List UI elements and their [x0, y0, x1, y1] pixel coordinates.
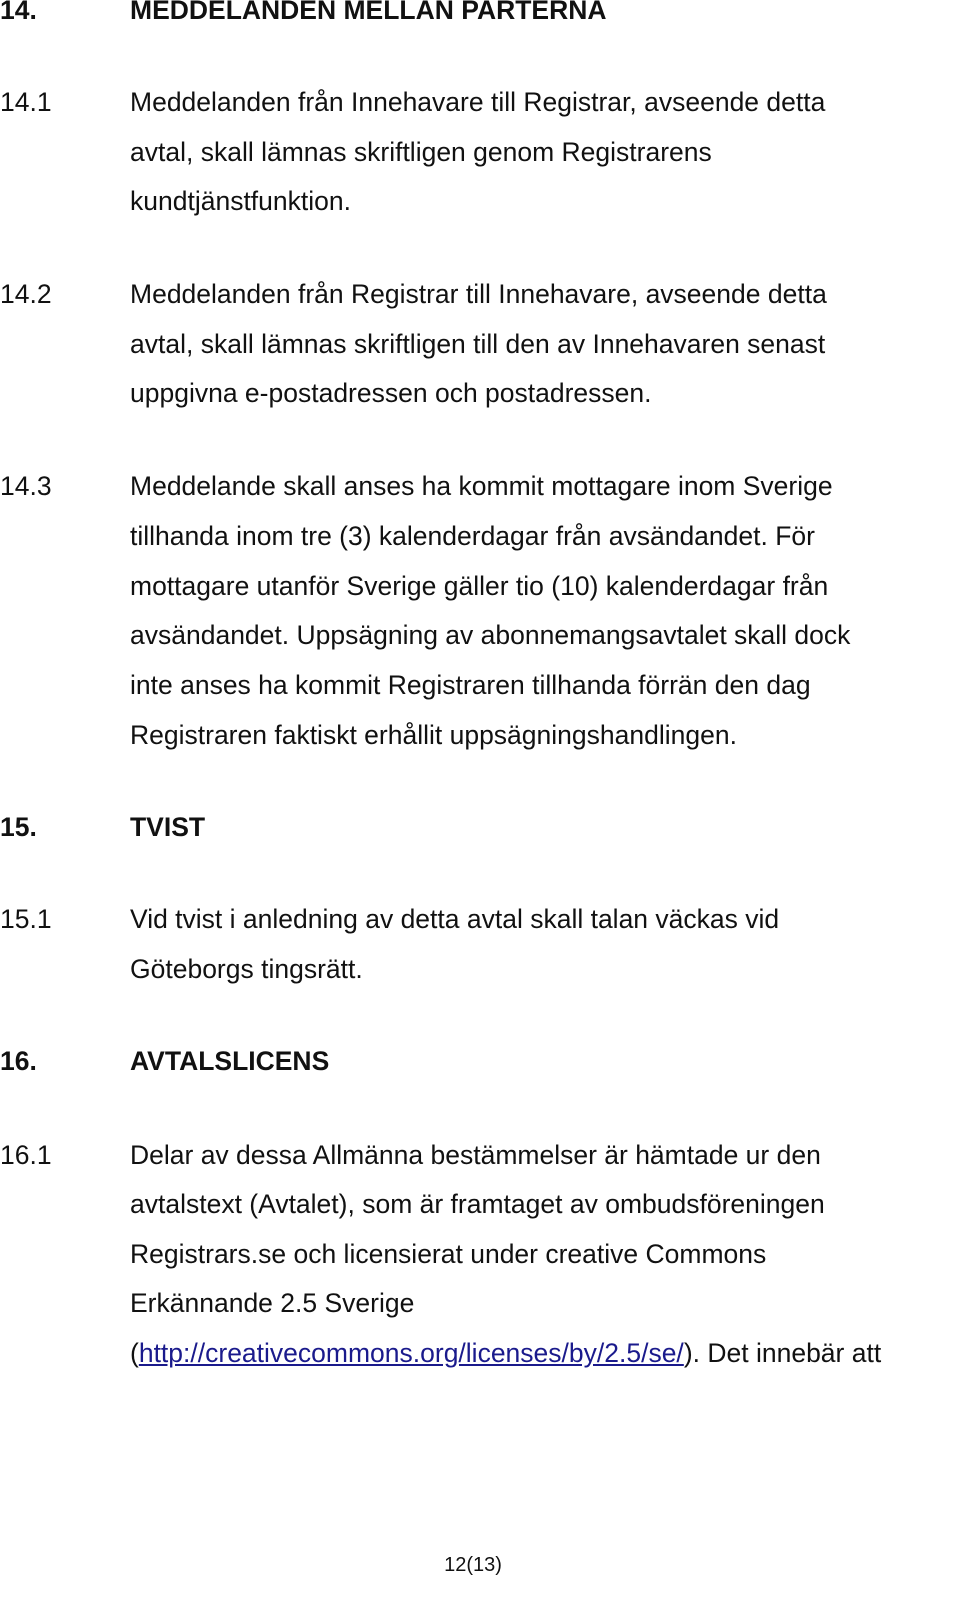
- paren-open: (: [130, 1338, 139, 1368]
- clause-text: kundtjänstfunktion.: [130, 186, 351, 216]
- clause-text-with-link: [130, 1337, 881, 1369]
- clause-text: Erkännande 2.5 Sverige: [130, 1288, 415, 1318]
- clause-text: Meddelanden från Registrar till Innehavare, avseende detta: [130, 279, 827, 309]
- section-number: 16.: [0, 1046, 37, 1076]
- clause-number: 14.3: [0, 471, 52, 501]
- clause-text: Vid tvist i anledning av detta avtal skall talan väckas vid: [130, 904, 780, 934]
- clause-text: avtal, skall lämnas skriftligen till den av Innehavaren senast: [130, 329, 826, 359]
- clause-number: 14.2: [0, 279, 52, 309]
- clause-number: 14.1: [0, 87, 52, 117]
- section-title: MEDDELANDEN MELLAN PARTERNA: [130, 0, 607, 25]
- clause-text: Registrars.se och licensierat under creative Commons: [130, 1239, 767, 1269]
- clause-text: mottagare utanför Sverige gäller tio (10) kalenderdagar från: [130, 571, 829, 601]
- clause-text: Göteborgs tingsrätt.: [130, 954, 363, 984]
- clause-text: Meddelanden från Innehavare till Registrar, avseende detta: [130, 87, 826, 117]
- trailing-text: ). Det innebär att: [683, 1338, 882, 1368]
- clause-number: 15.1: [0, 904, 52, 934]
- clause-text: Registraren faktiskt erhållit uppsägningshandlingen.: [130, 720, 737, 750]
- section-number: 14.: [0, 0, 37, 25]
- section-title: AVTALSLICENS: [130, 1046, 330, 1076]
- license-link[interactable]: http://creativecommons.org/licenses/by/2.5/se/: [138, 1338, 684, 1368]
- clause-number: 16.1: [0, 1140, 52, 1170]
- clause-text: tillhanda inom tre (3) kalenderdagar från avsändandet. För: [130, 521, 815, 551]
- page-number: 12(13): [444, 1554, 502, 1576]
- section-number: 15.: [0, 812, 37, 842]
- clause-text: avtalstext (Avtalet), som är framtaget av ombudsföreningen: [130, 1189, 825, 1219]
- clause-text: Delar av dessa Allmänna bestämmelser är hämtade ur den: [130, 1140, 821, 1170]
- section-title: TVIST: [130, 812, 206, 842]
- clause-text: avtal, skall lämnas skriftligen genom Registrarens: [130, 137, 712, 167]
- page-footer: [0, 1552, 960, 1578]
- clause-text: inte anses ha kommit Registraren tillhanda förrän den dag: [130, 670, 811, 700]
- clause-text: Meddelande skall anses ha kommit mottagare inom Sverige: [130, 471, 833, 501]
- clause-text: avsändandet. Uppsägning av abonnemangsavtalet skall dock: [130, 620, 851, 650]
- clause-text: uppgivna e-postadressen och postadressen.: [130, 378, 652, 408]
